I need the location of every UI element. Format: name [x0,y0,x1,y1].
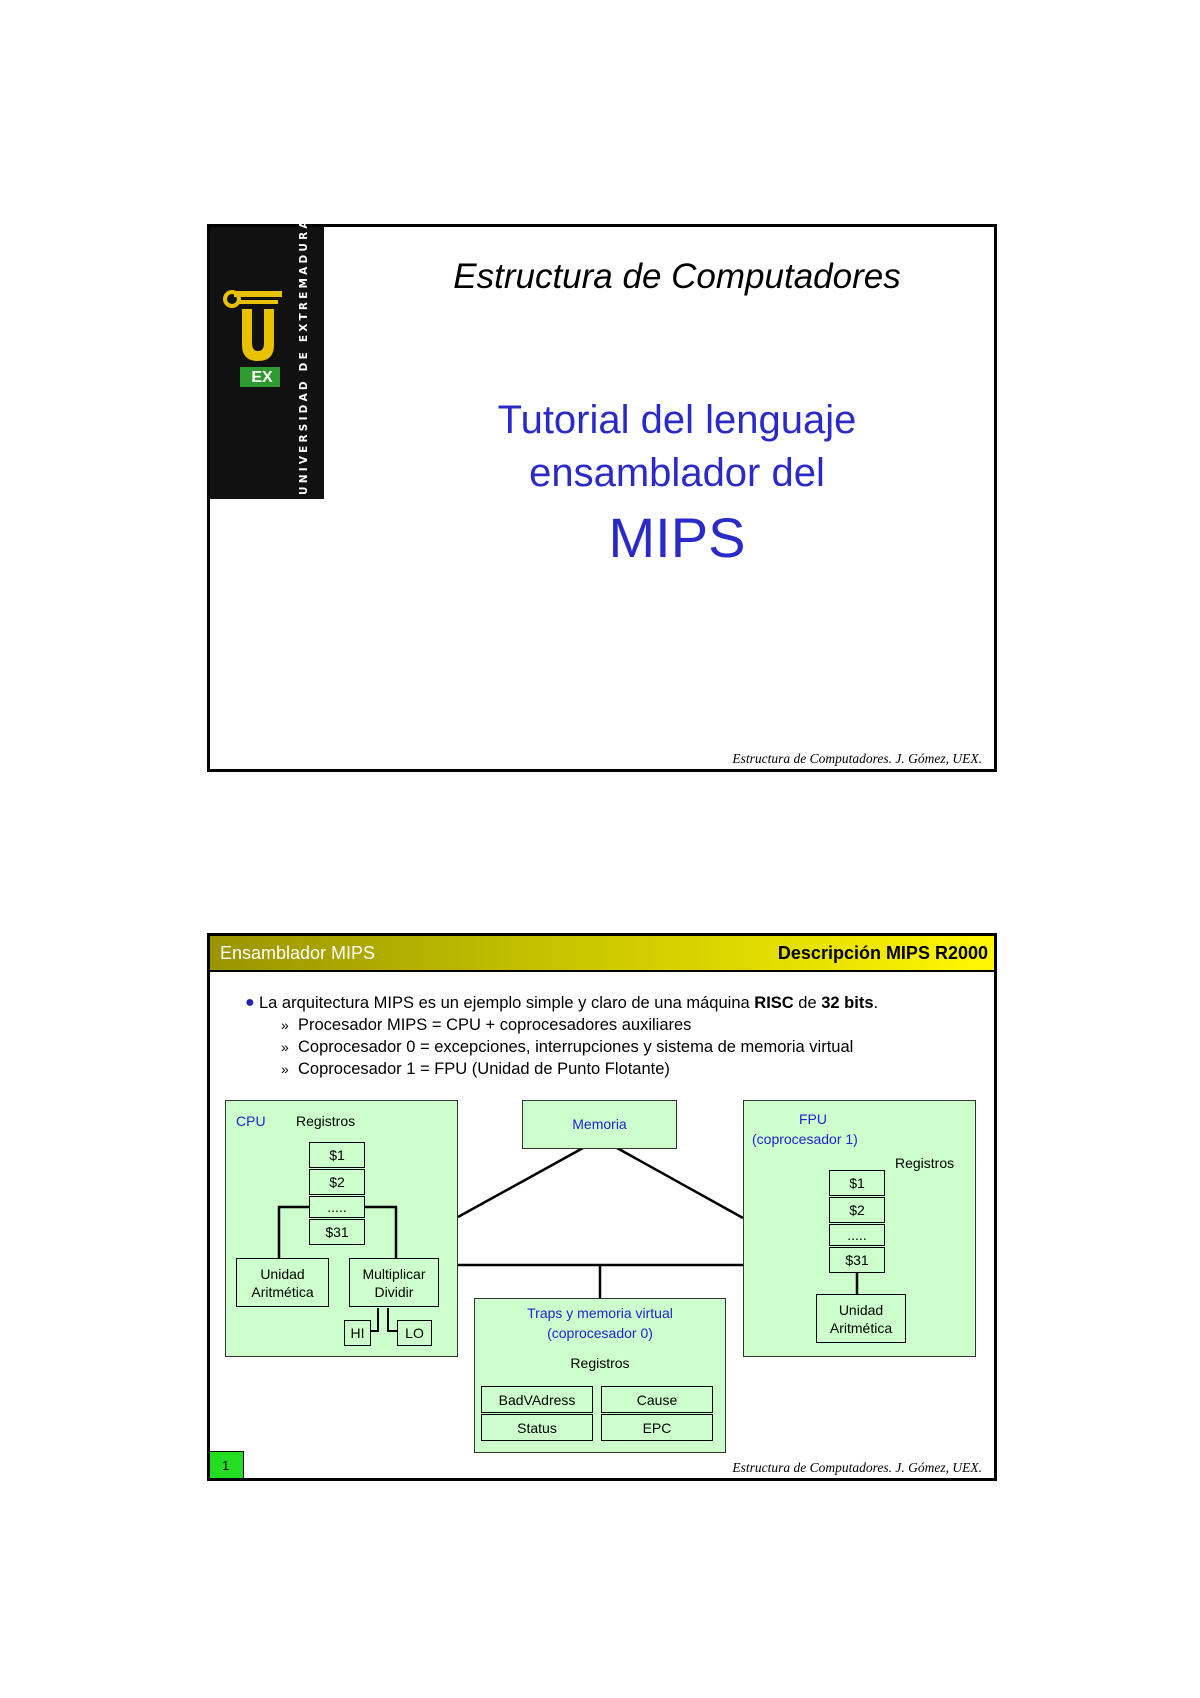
lo-register: LO [397,1320,432,1346]
sub-arrow-icon: » [281,1039,289,1055]
cpu-muldiv-line2: Dividir [374,1283,414,1300]
cop0-coprocessor-label: (coprocesador 0) [547,1325,653,1341]
cpu-label: CPU [236,1113,266,1129]
page-number: 1 [210,1451,244,1478]
title-line-3: MIPS [608,506,746,569]
fpu-register: $31 [829,1247,885,1273]
cpu-muldiv [349,1258,439,1307]
cpu-register: $1 [309,1142,365,1168]
cpu-alu-line2: Aritmética [251,1283,314,1300]
cop0-label: Traps y memoria virtual [527,1305,673,1321]
fpu-register: ..... [829,1224,885,1246]
cop0-register: EPC [601,1414,713,1441]
cpu-alu-line1: Unidad [260,1265,305,1282]
cpu-register: $31 [309,1219,365,1245]
course-title: Estructura de Computadores [453,257,901,296]
slide1-footer: Estructura de Computadores. J. Gómez, UEX. [732,751,982,766]
sub-item-text: Procesador MIPS = CPU + coprocesadores auxiliares [298,1016,692,1034]
memory-box [522,1100,677,1149]
logo-university-name: UNIVERSIDAD DE EXTREMADURA [298,217,310,495]
fpu-alu [816,1294,906,1343]
sub-arrow-icon: » [281,1061,289,1077]
fpu-label: FPU [799,1111,827,1127]
bullet-text-2: de [793,994,822,1012]
fpu-register: $2 [829,1197,885,1223]
fpu-register: $1 [829,1170,885,1196]
title-line-1: Tutorial del lenguaje [497,398,857,442]
fpu-box [743,1100,976,1357]
cpu-muldiv-line1: Multiplicar [362,1265,426,1282]
bullet-text-risc: RISC [754,994,794,1012]
fpu-registers-label: Registros [895,1155,955,1171]
cop0-register: BadVAdress [481,1386,593,1413]
cpu-register: ..... [309,1196,365,1218]
bullet-text-bits: 32 bits [821,994,874,1012]
header-topic-title: Descripción MIPS R2000 [777,943,988,963]
memory-label: Memoria [572,1116,627,1132]
fpu-alu-line1: Unidad [838,1301,884,1318]
bullet-dot-icon: ● [245,994,255,1011]
bullet-text-3: . [873,994,879,1012]
bullet-text-1: La arquitectura MIPS es un ejemplo simple y claro de una máquina [259,994,755,1012]
cpu-alu [236,1258,329,1307]
slide2-footer: Estructura de Computadores. J. Gómez, UEX. [732,1460,982,1475]
cpu-register: $2 [309,1169,365,1195]
cop0-box [474,1298,726,1453]
cpu-registers-label: Registros [296,1113,356,1129]
title-line-2: ensamblador del [529,451,825,495]
cop0-register: Cause [601,1386,713,1413]
header-section-title: Ensamblador MIPS [220,943,376,963]
cpu-box [225,1100,458,1357]
cop0-register: Status [481,1414,593,1441]
sub-item-text: Coprocesador 1 = FPU (Unidad de Punto Flotante) [298,1060,670,1078]
fpu-coprocessor-label: (coprocesador 1) [752,1131,858,1147]
university-logo [210,217,324,499]
cop0-registers-label: Registros [570,1355,630,1371]
sub-item-text: Coprocesador 0 = excepciones, interrupciones y sistema de memoria virtual [298,1038,854,1056]
logo-mark-text: EX [251,369,273,386]
hi-register: HI [344,1320,371,1346]
sub-arrow-icon: » [281,1017,289,1033]
fpu-alu-line2: Aritmética [829,1319,893,1336]
content-slide [207,933,997,1481]
title-slide [207,217,997,772]
